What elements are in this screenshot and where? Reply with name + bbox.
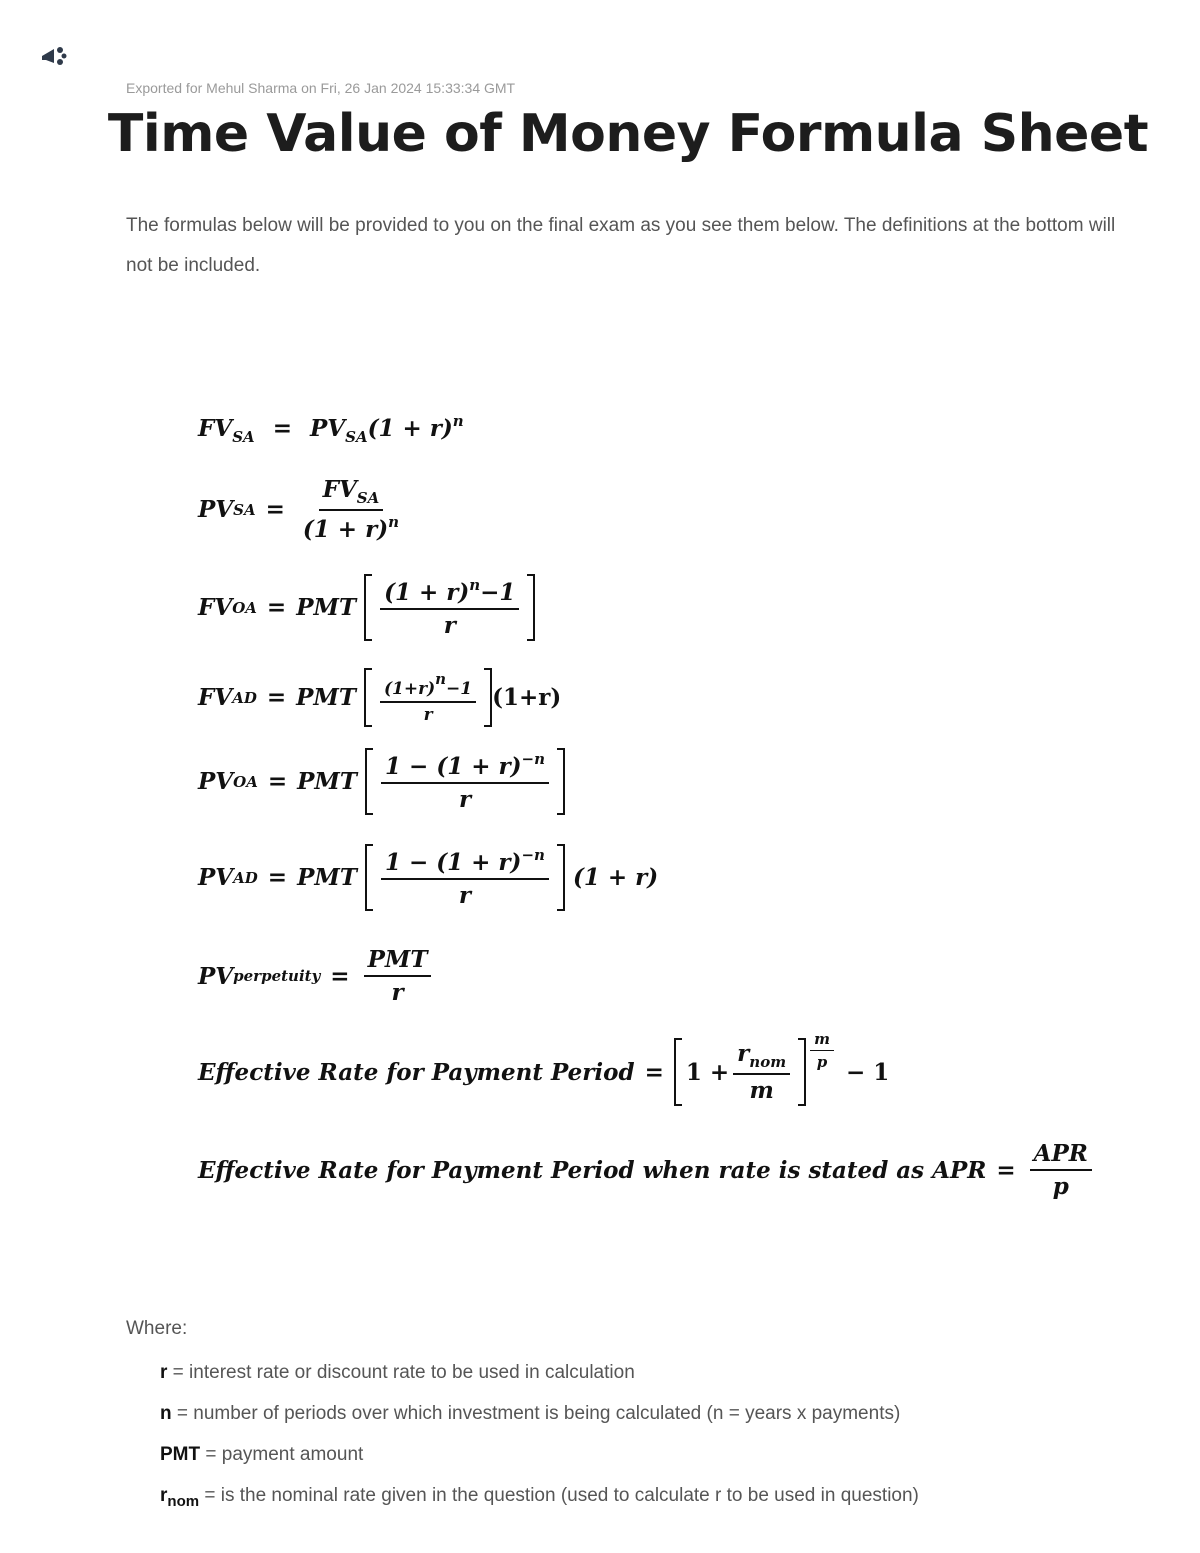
intro-paragraph: The formulas below will be provided to you on the final exam as you see them below. The definitions at the bottom will not be included. [126,215,1116,276]
definitions-list [160,1352,919,1522]
where-label: Where: [126,1318,188,1339]
formula-fv-sa: $FV_{SA} = PV_{SA}(1 + r)^n$ [198,412,464,446]
formula-pv-ad: PV AD = PMT $\frac{1 - (1 + r)^{-n}}{r}$ (1 + r) [198,846,659,909]
formula-effective-rate-apr: Effective Rate for Payment Period when rate is stated as APR = $\frac{\text{APR}}{p}$ [198,1140,1096,1200]
formula-pv-sa: PV SA = $\frac{FV_{SA}}{(1 + r)^n}$ [198,476,399,543]
formula-fv-ad: FV AD = PMT $\frac{(1+r)n-1}{r}$ (1+r) [198,670,562,725]
export-note: Exported for Mehul Sharma on Fri, 26 Jan 2024 15:33:34 GMT [126,80,516,96]
definition-pmt: PMT = payment amount [160,1444,364,1465]
formula-pv-oa: PV OA = PMT $\frac{1 - (1 + r)^{-n}}{r}$ [198,750,565,813]
formula-effective-rate: Effective Rate for Payment Period = 1 + $\frac{r_{nom}}{m}$ $\frac{m}{p}$ − 1 [198,1030,890,1104]
definition-r: r = interest rate or discount rate to be used in calculation [160,1362,635,1383]
logo-icon [40,44,70,66]
definition-n: n = number of periods over which investment is being calculated (n = years x payments) [160,1403,901,1424]
definition-rnom: $r_{nom}$ = is the nominal rate given in the question (used to calculate r to be used in question) [160,1485,919,1510]
formula-pv-perpetuity: PV perpetuity = $\frac{\text{PMT}}{r}$ [198,946,435,1006]
formula-fv-oa: FV OA = PMT $\frac{(1 + r)^n-1}{r}$ [198,576,535,639]
page-title: Time Value of Money Formula Sheet [107,104,1149,164]
